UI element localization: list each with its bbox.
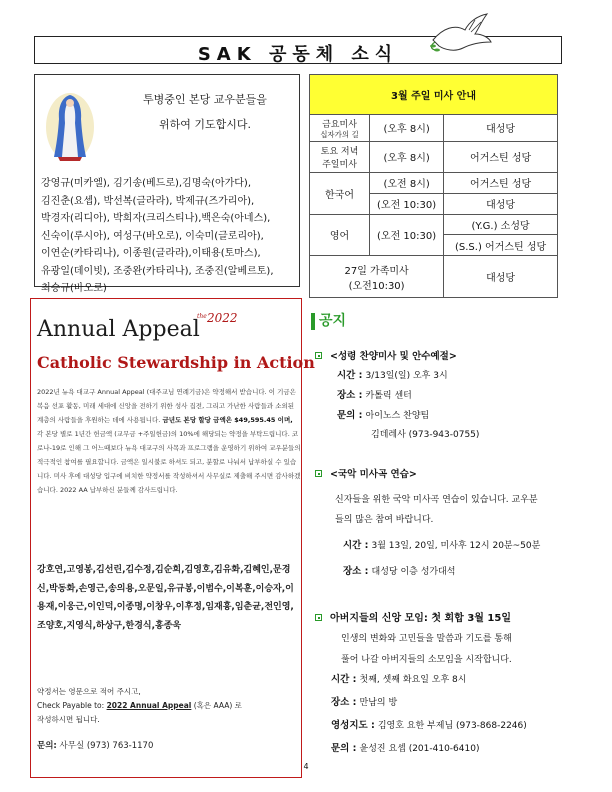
prayer-request-box — [34, 74, 300, 294]
notice-title: 공지 — [311, 313, 346, 330]
notice-item-2-time: 3월 13일, 20일, 미사후 12시 20분~50분 — [371, 541, 541, 551]
notice-item-1-contact-2: 김데레사 (973-943-0755) — [371, 430, 480, 440]
check-payable-name: 2022 Annual Appeal — [106, 701, 192, 710]
appeal-instructions — [37, 685, 299, 727]
korean-mass-time-2: (오전 10:30) — [370, 193, 444, 214]
prayer-names-list — [41, 175, 299, 298]
family-mass-title: 27일 가족미사 — [344, 265, 409, 277]
contact-label: 문의 : — [337, 410, 363, 421]
dove-icon — [425, 10, 495, 56]
family-mass-time: (오전10:30) — [348, 280, 405, 292]
notice-item-3 — [315, 609, 527, 759]
appeal-contact-label: 문의: — [37, 741, 57, 751]
saturday-mass-label — [310, 141, 370, 172]
notice-item-3-heading: 아버지들의 신앙 모임: 첫 회합 3월 15일 — [330, 613, 512, 624]
prayer-names-line: 박경자(리디아), 박희자(크리스티나),백은숙(아네스), — [41, 213, 271, 224]
family-mass-place: 대성당 — [444, 256, 558, 298]
time-label: 시간 : — [337, 370, 363, 381]
notice-section — [311, 313, 561, 773]
prayer-names-line: 신숙이(루시아), 여성구(바오로), 이숙미(글로리아), — [41, 230, 264, 242]
notice-item-1-place: 카톨릭 센터 — [365, 391, 412, 401]
notice-item-1-heading: <성령 찬양미사 및 안수예절> — [330, 351, 457, 362]
appeal-title: Annual Appeal — [37, 317, 200, 342]
mass-schedule-title: 3월 주일 미사 안내 — [310, 75, 558, 115]
friday-mass-time: (오후 8시) — [370, 114, 444, 141]
page-number: 4 — [303, 762, 309, 771]
prayer-names-line: 강영규(미카엘), 김기송(베드로),김명숙(아가다), — [41, 178, 252, 189]
appeal-body-amount: 금년도 본당 할당 금액은 $49,595.45 이며, — [162, 416, 293, 424]
notice-item-2 — [315, 465, 540, 582]
place-label: 장소 : — [331, 697, 357, 708]
appeal-foot-2 — [37, 699, 299, 713]
place-label: 장소 : — [337, 390, 363, 401]
place-label: 장소 : — [343, 566, 369, 577]
check-payable-label: Check Payable to: — [37, 701, 107, 710]
notice-item-3-desc-1: 인생의 변화와 고민들을 말씀과 기도를 통해 — [341, 634, 512, 644]
time-label: 시간 : — [343, 540, 369, 551]
contact-label: 문의 : — [331, 743, 357, 754]
prayer-names-line: 유광일(데이빗), 조중완(카타리나), 조중진(알베르토), — [41, 265, 274, 277]
english-mass-time: (오전 10:30) — [370, 214, 444, 256]
notice-item-1-contact: 아이노스 찬양팀 — [365, 411, 430, 421]
bullet-icon — [315, 352, 322, 359]
saturday-mass-time: (오후 8시) — [370, 141, 444, 172]
notice-item-3-contact: 윤성진 요셉 (201-410-6410) — [359, 744, 480, 754]
guide-label: 영성지도 : — [331, 720, 375, 731]
friday-mass-place: 대성당 — [444, 114, 558, 141]
korean-mass-time-1: (오전 8시) — [370, 172, 444, 193]
annual-appeal-box — [30, 298, 315, 778]
notice-item-2-desc-2: 들의 많은 참여 바랍니다. — [335, 515, 434, 525]
newsletter-title: SAK 공동체 소식 — [197, 44, 399, 65]
notice-item-3-desc-2: 풀어 나갈 아버지들의 소모임을 시작합니다. — [341, 655, 512, 665]
appeal-body — [37, 385, 301, 497]
notice-item-2-desc-1: 신자들을 위한 국악 미사곡 연습이 있습니다. 교우분 — [335, 495, 538, 505]
english-mass-place-1: (Y.G.) 소성당 — [444, 214, 558, 235]
notice-item-2-place: 대성당 이층 성가대석 — [371, 567, 456, 577]
notice-item-3-time: 첫째, 셋째 화요일 오후 8시 — [359, 675, 467, 685]
appeal-foot-3: 작성하시면 됩니다. — [37, 715, 100, 724]
appeal-year: 2022 — [207, 311, 238, 325]
notice-item-3-guide: 김영호 요한 부제님 (973-868-2246) — [377, 721, 527, 731]
korean-mass-label: 한국어 — [310, 172, 370, 214]
korean-mass-place-2: 대성당 — [444, 193, 558, 214]
appeal-contact — [37, 739, 153, 751]
saturday-mass-place: 어거스틴 성당 — [444, 141, 558, 172]
saturday-mass-label-2: 주일미사 — [322, 159, 357, 170]
prayer-line-2: 위하여 기도합시다. — [158, 118, 251, 131]
prayer-line-1: 투병중인 본당 교우분들을 — [143, 93, 267, 106]
virgin-mary-icon — [44, 87, 96, 162]
friday-mass-label — [310, 114, 370, 141]
notice-item-1-time: 3/13일(일) 오후 3시 — [365, 371, 448, 381]
english-mass-label: 영어 — [310, 214, 370, 256]
notice-item-1 — [315, 347, 479, 445]
appeal-donor-names: 강호연,고영봉,김선린,김수정,김순희,김영호,김유화,김혜인,문경신,박동화,손영근,송의용,오문일,유규봉,이범수,이복훈,이승자,이용재,이웅근,이인덕,이종명,이창우,이후정,임재흥,임춘균,전인영,조양호,지영식,하상구,한경식,홍종욱 — [37, 565, 294, 631]
appeal-the: the — [197, 313, 207, 320]
friday-mass-subtitle: 십자가의 길 — [320, 129, 359, 139]
korean-mass-place-1: 어거스틴 성당 — [444, 172, 558, 193]
friday-mass-title: 금요미사 — [322, 119, 357, 130]
family-mass-label — [310, 256, 444, 298]
bullet-icon — [315, 614, 322, 621]
notice-item-3-place: 만남의 방 — [359, 698, 398, 708]
time-label: 시간 : — [331, 674, 357, 685]
appeal-contact-value: 사무실 (973) 763-1170 — [59, 741, 154, 751]
check-payable-alt: (혹은 AAA) 로 — [191, 701, 242, 710]
appeal-body-2: 각 본당 별로 1년간 헌금액 (교무금 +주일헌금)의 10%에 해당되는 약정을 부탁드립니다. 코로나-19로 인해 그 어느때보다 뉴욕 대교구의 사목과 프로그램을 운영하기 위하여 교우분들의 적극적인 참여를 필요합니다. 금액은 일시불로 하셔도 되고, 분할로 나눠서 납부하실 수 있습니다. 미사 후에 대성당 입구에 비치한 약정서를 작성하셔서 사무실로 제출해 주시면 감사하겠습니다. 2022 AA 납부하신 분들께 감사드립니다. — [37, 430, 301, 494]
prayer-heading — [115, 87, 295, 137]
saturday-mass-label-1: 토요 저녁 — [320, 146, 359, 157]
appeal-subtitle: Catholic Stewardship in Action — [37, 353, 315, 372]
prayer-names-line: 최승규(바오로) — [41, 283, 107, 294]
english-mass-place-2: (S.S.) 어거스틴 성당 — [444, 235, 558, 256]
appeal-body-1: 2022년 뉴욕 대교구 Annual Appeal (대주교님 연례기금)은 약정해서 받습니다. 이 기금은 복음 선포 활동, 미래 세대에 신앙을 전하기 위한 성사 집전, 그리고 가난한 사람들과 소외된 계층의 사람들을 후원하는 데에 사용됩니다. — [37, 388, 296, 424]
prayer-names-line: 김진춘(요셉), 박선복(글라라), 박제규(즈가리아), — [41, 195, 255, 207]
bullet-icon — [315, 470, 322, 477]
mass-schedule-table — [309, 74, 558, 298]
appeal-foot-1: 약정서는 영문으로 적어 주시고, — [37, 687, 141, 696]
notice-item-2-heading: <국악 미사곡 연습> — [330, 469, 417, 480]
prayer-names-line: 이연순(카타리나), 이종원(글라라),이태용(토마스), — [41, 248, 261, 259]
